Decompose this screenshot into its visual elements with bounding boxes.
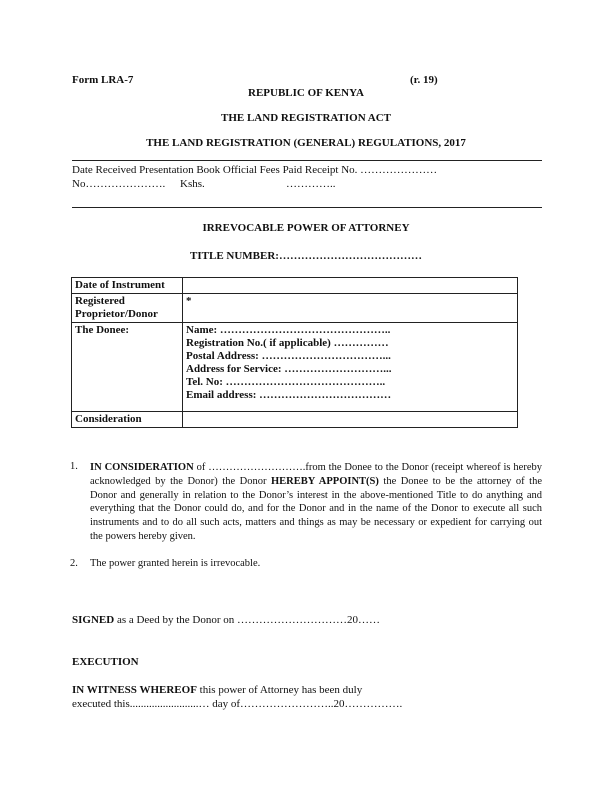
regulations-heading: THE LAND REGISTRATION (GENERAL) REGULATIONS, 2017 <box>146 137 466 149</box>
donee-label: The Donee: <box>72 323 183 412</box>
donee-email-line: Email address: ……………………………… <box>186 389 392 401</box>
fees-kshs-field: Kshs. <box>180 178 205 190</box>
receipt-no-field: No…………………. <box>72 178 166 190</box>
clause-1-number: 1. <box>70 461 78 472</box>
top-rule <box>72 160 542 161</box>
donee-name-line: Name: ……………………………………….. <box>186 324 391 336</box>
document-title: IRREVOCABLE POWER OF ATTORNEY <box>202 222 410 234</box>
table-row <box>72 412 518 428</box>
execution-heading: EXECUTION <box>72 656 139 668</box>
registered-proprietor-label: Registered Proprietor/Donor <box>72 294 183 323</box>
form-number: Form LRA-7 <box>72 74 134 86</box>
donee-tel-line: Tel. No: …………………………………….. <box>186 376 386 388</box>
registered-proprietor-field[interactable]: * <box>183 294 518 323</box>
clause-1-bold-appoint: HEREBY APPOINT(S) <box>270 475 379 487</box>
signed-line <box>72 614 380 626</box>
consideration-label: Consideration <box>72 412 183 428</box>
clause-1-text-part-1: of ……………………….from the Donee to the Donor (receipt whereof is hereby acknowledged by the Donor) the Donor <box>90 462 542 487</box>
witness-bold: IN WITNESS WHEREOF <box>72 684 197 696</box>
witness-text: this power of Attorney has been duly <box>196 684 363 696</box>
rule-reference: (r. 19) <box>410 74 438 86</box>
signed-text: as a Deed by the Donor on …………………………20…… <box>114 614 380 626</box>
executed-line: executed this.........................… day of……………………..20……………. <box>72 698 403 710</box>
witness-line <box>72 684 362 696</box>
clause-2-text: The power granted herein is irrevocable. <box>90 558 261 569</box>
clause-2-number: 2. <box>70 558 78 569</box>
republic-heading: REPUBLIC OF KENYA <box>248 87 364 99</box>
clause-1-text <box>90 461 542 544</box>
donee-service-address-line: Address for Service: ………………………... <box>186 363 392 375</box>
receipt-value-field: ………….. <box>286 178 336 190</box>
act-heading: THE LAND REGISTRATION ACT <box>220 112 392 124</box>
consideration-field[interactable] <box>183 412 518 428</box>
table-row <box>72 278 518 294</box>
date-of-instrument-label: Date of Instrument <box>72 278 183 294</box>
donee-details-field[interactable] <box>183 323 518 412</box>
table-row <box>72 294 518 323</box>
donee-postal-address-line: Postal Address: ……………………………... <box>186 350 391 362</box>
table-row <box>72 323 518 412</box>
bottom-rule <box>72 207 542 208</box>
signed-bold: SIGNED <box>72 614 115 626</box>
clause-1-text-part-2: the Donee to be the attorney of the Donor and generally in relation to the Donor’s interest in the above-mentioned Title to do anything and everything that the Donor could do, and for the Donor and in the name of the Donor to execute all such instruments and to do all such acts, matters and things as may be necessary or expedient for carrying out the powers hereby given. <box>90 475 542 542</box>
date-of-instrument-field[interactable] <box>183 278 518 294</box>
receipt-line-1: Date Received Presentation Book Official Fees Paid Receipt No. ………………… <box>72 164 438 176</box>
donee-registration-line: Registration No.( if applicable) …………… <box>186 337 389 349</box>
title-number: TITLE NUMBER:………………………………… <box>190 250 422 262</box>
clause-1-bold-consideration: IN CONSIDERATION <box>90 462 194 473</box>
instrument-details-table <box>71 277 518 428</box>
